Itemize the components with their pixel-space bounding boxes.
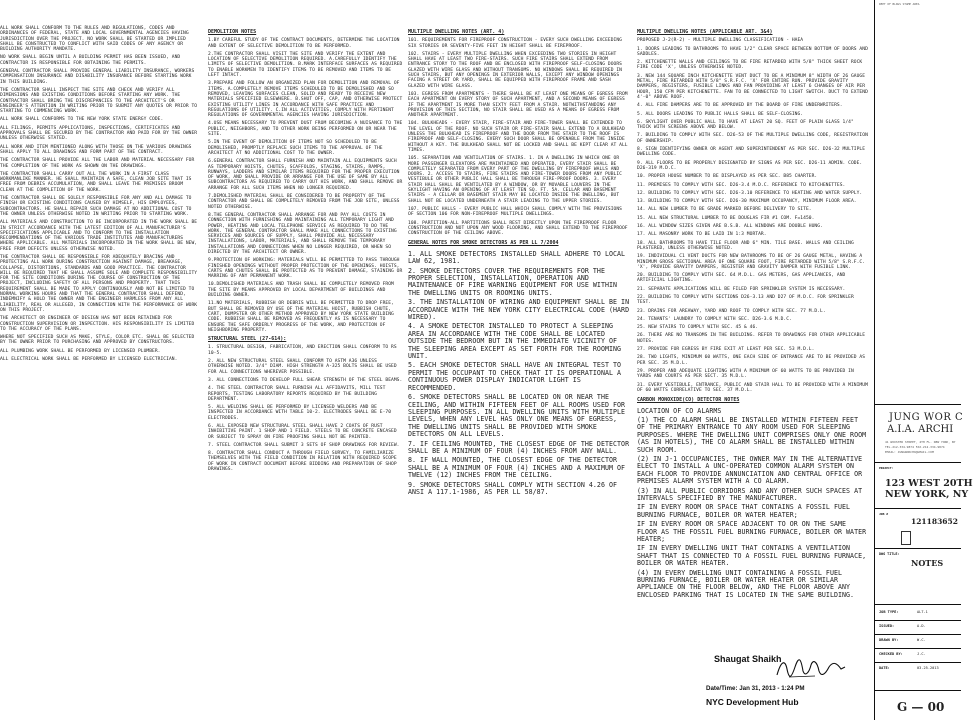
divider xyxy=(875,634,961,635)
note-paragraph: 2. KITCHENETTE WALLS AND CEILINGS TO BE FIRE RETARDED WITH 5/8" THICK SHEET ROCK FIRE CODE 'X', UNLESS OTHERWISE NOTED. xyxy=(637,60,863,71)
note-paragraph: 3. ALL CONNECTIONS TO DEVELOP FULL SHEAR STRENGTH OF THE STEEL BEAMS. xyxy=(208,377,403,383)
note-paragraph: 3.PREPARE AND FOLLOW AN ORGANIZED PLAN FOR DEMOLITION AND REMOVAL OF ITEMS. A.COMPLETELY REMOVE ITEMS SCHEDULED TO BE DEMOLISHED AND SO REMOVED, LEAVING SURFACES CLEAN, SOLID AND READY TO RECEIVE NEW MATERIALS SPECIFIED ELSEWHERE. B.SHUT OFF, CAP, AND OTHERWISE PROTECT EXISTING UTILITY LINES IN ACCORDANCE WITH SAFE PRACTICE AND REGULATIONS OF UTILITY. C.IN ALL ACTIVITIES, COMPLY WITH PERTINENT REGULATIONS OF GOVERNMENTAL AGENCIES HAVING JURISDICTION. xyxy=(208,81,403,119)
note-paragraph: THE CONTRACTOR SHALL PROVIDE ALL THE LABOR AND MATERIAL NECESSARY FOR THE COMPLETION OF THE WORK AS SHOWN ON THE DRAWINGS. xyxy=(0,158,195,169)
divider xyxy=(875,462,961,463)
note-paragraph: ALL WORK SHALL CONFORMS TO THE NEW YORK STATE ENERGY CODE. xyxy=(0,117,164,123)
note-section xyxy=(637,30,869,393)
note-paragraph: 10.DEMOLISHED MATERIALS AND TRASH SHALL BE COMPLETELY REMOVED FROM THE SITE BY MEANS APPROVED BY LOCAL DEPARTMENT OF BUILDINGS AND BUILDING OWNER. xyxy=(208,282,394,299)
note-paragraph: (3) IN ALL PUBLIC CORRIDORS AND ANY OTHER SUCH SPACES AT INTERVALS SPECIFIED BY THE MANUFACTURER. xyxy=(637,486,863,503)
note-paragraph: 101. REQUIREMENTS FOR FIREPROOF CONSTRUCTION - EVERY SUCH DWELLING EXCEEDING SIX STORIES OR SEVENTY-FIVE FEET IN HEIGHT SHALL BE FIREPROOF. xyxy=(408,38,622,49)
note-section xyxy=(208,30,404,333)
note-paragraph: 11. PREMISES TO COMPLY WITH SEC. D26-3.4 M.D.C. REFERENCE TO KITCHENETTES. xyxy=(637,182,846,188)
note-paragraph: 12. BUILDING TO COMPLY WITH SEC. D26-3.10 REFERENCE TO HEATING AND WATER SUPPLY. xyxy=(637,190,863,196)
note-paragraph: 6. SMOKE DETECTORS SHALL BE LOCATED ON OR NEAR THE CEILING, AND WITHIN FIFTEEN FEET OF ALL ROOMS USED FOR SLEEPING PURPOSES. IN ALL DWELLING UNITS WITH MULTIPLE LEVELS, WHEN ANY LEVEL HAS ONLY ONE MEANS OF EGRESS, THE DWELLING UNITS SHALL BE PROVIDED WITH SMOKE DETECTORS ON ALL LEVELS. xyxy=(408,393,626,439)
divider xyxy=(875,508,961,509)
note-paragraph: THE CONTRACTOR SHALL CARRY OUT ALL THE WORK IN A FIRST CLASS WORKMANLIKE MANNER. HE SHALL MAINTAIN A SAFE, CLEAN JOB SITE THAT IS FREE FROM DEBRIS ACCUMULATION, AND SHALL LEAVE THE PREMISES BROOM CLEAN AT THE COMPLETION OF THE WORK. xyxy=(0,171,192,193)
divider xyxy=(875,548,961,549)
note-paragraph: 29. PROPER AND ADEQUATE LIGHTING WITH A MINIMUM OF 60 WATTS TO BE PROVIDED IN YARDS AND COURTS AS PER SECT. 35 M.D.L. xyxy=(637,368,854,380)
title-block-row-value: 03.25.2013 xyxy=(917,666,939,670)
title-block-row-value: J.C. xyxy=(917,652,926,656)
note-section xyxy=(408,30,630,236)
note-paragraph: 17. ALL MASONRY WORK TO BE LAID IN 1:3 MORTAR. xyxy=(637,232,767,238)
note-paragraph: ALL FILINGS, PERMITS APPLICATIONS, INSPECTIONS, CERTIFICATES AND APPROVALS SHALL BE SECURED BY THE CONTRACTOR AND PAID FOR BY THE OWNER UNLESS OTHERWISE STATED. xyxy=(0,125,198,142)
note-section xyxy=(637,397,869,599)
title-block xyxy=(874,0,973,720)
note-paragraph: LOCATION OF CO ALARMS xyxy=(637,406,722,415)
divider xyxy=(875,604,961,605)
handwritten-signature xyxy=(775,655,847,683)
note-paragraph: 26. THERE ARE NO TRANSOMS IN THE BUILDING. REFER TO DRAWINGS FOR OTHER APPLICABLE NOTES. xyxy=(637,333,866,344)
note-paragraph: 28. TWO LIGHTS, MINIMUM 60 WATTS, ONE EACH SIDE OF ENTRANCE ARE TO BE PROVIDED AS PER SEC. 35 M.D.L. xyxy=(637,355,866,366)
drawing-title: NOTES xyxy=(911,558,944,568)
note-paragraph: 4. ALL FIRE DAMPERS ARE TO BE APPROVED BY THE BOARD OF FIRE UNDERWRITERS. xyxy=(637,103,843,109)
note-paragraph: THE CONTRACTOR SHALL BE RESPONSIBLE FOR ADEQUATELY BRACING AND PROTECTING ALL WORK DURING CONSTRUCTION AGAINST DAMAGE, BREAKAGE, COLLAPSE, DISTORTIONS, STANDARDS AND GOOD PRACTICE. THE CONTRACTOR WILL BE REQUIRED THAT HE SHALL ASSUME SOLE AND COMPLETE RESPONSIBILITY FOR THE SITE CONDITIONS DURING THE COURSE OF CONSTRUCTION OF THE PROJECT, INCLUDING SAFETY OF ALL PERSONS AND PROPERTY. THAT THIS REQUIREMENT SHALL BE MADE TO APPLY CONTINUOUSLY AND NOT BE LIMITED TO NORMAL WORKING HOURS AND THAT THE GENERAL CONTRACTOR SHALL DEFEND, INDEMNIFY & HOLD THE OWNER AND THE ENGINEER HARMLESS FROM ANY ALL LIABILITY, REAL OR ALLEGED, IN CONNECTION WITH THE PERFORMANCE OF WORK ON THIS PROJECT. xyxy=(0,254,198,313)
note-paragraph: 8. IF WALL MOUNTED, THE CLOSEST EDGE OF THE DETECTOR SHALL BE A MINIMUM OF FOUR (4) INCHES AND A MAXIMUM OF TWELVE (12) INCHES FROM THE CEILING. xyxy=(408,456,626,480)
note-paragraph: 105. SEPARATION AND VENTILATION OF STAIRS. 1. IN A DWELLING IN WHICH ONE OR MORE PASSENGER ELEVATORS ARE MAINTAINED AND OPERATED, EVERY STAIR SHALL BE COMPLETELY SEPARATED FROM EVERY PART OF THE DWELLING BY FIREPROOF WALLS AND DOORS. 2. ACCESS TO STAIRS, FIRE STAIRS AND FIRE-TOWER DOORS FROM ANY PUBLIC VESTIBULE OR OTHER PUBLIC HALL SHALL BE THROUGH FIRE-PROOF DOORS. 3. EVERY STAIR HALL SHALL BE VENTILATED BY A WINDOW, OR BY MOVABLE LOUVERS IN THE SKYLIGHT HAVING AN OPENING OF AT LEAST TEN SQ. FT. 5A. CELLAR AND BASEMENT STAIRS - A CELLAR OR BASEMENT STAIR MAY BE LOCATED INSIDE THE DWELLING, BUT SHALL NOT BE LOCATED UNDERNEATH A STAIR LEADING TO THE UPPER STORIES. xyxy=(408,156,622,204)
sheet-number: G — 00 xyxy=(897,700,945,714)
project-label: PROJECT: xyxy=(879,466,894,470)
note-paragraph: 25. NEW STAIRS TO COMPLY WITH SEC. 45 & 46. xyxy=(637,325,759,331)
classification-notes-column xyxy=(637,26,869,716)
note-paragraph: IF IN EVERY DWELLING UNIT THAT CONTAINS A VENTILATION SHAFT THAT IS CONNECTED TO A FOSSIL FUEL BURNING FURNACE, BOILER OR WATER HEATER. xyxy=(637,544,867,568)
note-paragraph: 10. PROPER HOUSE NUMBER TO BE DISPLAYED AS PER SEC. B85 CHARTER. xyxy=(637,174,818,180)
note-section xyxy=(408,240,630,496)
note-paragraph: 6. ALL EXPOSED NEW STRUCTURAL STEEL SHALL HAVE 2 COATS OF RUST INHIBITIVE PAINT. 1 SHOP AND 1 FIELD. STEELS TO BE CONCRETE ENCASED OR SUBJECT TO SPRAY ON FIRE PROOFING SHALL NOT BE PAINTED. xyxy=(208,424,397,440)
note-paragraph: 2.THE CONTRACTOR SHALL VISIT THE SITE AND VERIFY THE EXTENT AND LOCATION OF SELECTIVE DEMOLITION REQUIRED. A.CAREFULLY IDENTIFY THE LIMITS OF SELECTIVE DEMOLITION. B.MARK INTERFACE SURFACES AS REQUIRED TO ENABLE WORKMEN TO IDENTIFY ITEMS TO BE REMOVED AND ITEMS TO BE LEFT INTACT. xyxy=(208,51,403,79)
note-paragraph: 8. CONTRACTOR SHALL CONDUCT A THROUGH FIELD SURVEY, TO FAMILIARIZE THEMSELVES WITH THE FIELD CONDITION IN RELATION WITH REQUIRED SCOPE OF WORK IN CONTRACT DOCUMENT BEFORE BIDDING AND PREPARATION OF SHOP DRAWINGS. xyxy=(208,451,397,473)
note-paragraph: (4) IN EVERY DWELLING UNIT CONTAINING A FOSSIL FUEL BURNING FURNACE, BOILER OR WATER HEATER OR SIMILAR APPLIANCE ON THE FLOOR BELOW, AND THE FLOOR ABOVE ANY ENCLOSED PARKING THAT IS LOCATED IN THE SAME BUILDING. xyxy=(637,568,855,599)
note-paragraph: 9. ALL FLOORS TO BE PROPERLY DESIGNATED BY SIGNS AS PER SEC. D26-11 ADMIN. CODE. D26-319 M.D.C. xyxy=(637,160,863,171)
note-paragraph: 5. ALL WELDING SHALL BE PERFORMED BY LICENSED WELDERS AND BE INSPECTED IN ACCORDANCE WITH TABLE 10-2. ELECTRODES SHALL BE E-70 ELECTRODES. xyxy=(208,405,392,421)
section-heading: GENERAL NOTES FOR SMOKE DETECTORS AS PER LL 7/2004 xyxy=(408,240,559,247)
stamp-name: Shaugat Shaikh xyxy=(714,654,782,664)
divider xyxy=(875,690,961,691)
divider xyxy=(875,662,961,663)
title-block-row-label: CHECKED BY: xyxy=(879,652,903,656)
note-paragraph: 2. ALL NEW STRUCTURAL STEEL SHALL CONFORM TO ASTM A36 UNLESS OTHERWISE NOTED. 3/4" DIAM. HIGH STRENGTH A-325 BOLTS SHALL BE USED FOR ALL CONNECTIONS WHEREVER POSSIBLE. xyxy=(208,359,397,375)
note-paragraph: 31. EVERY VESTIBULE, ENTRANCE, PUBLIC AND STAIR HALL TO BE PROVIDED WITH A MINIMUM OF 60 WATTS CORRELATIVE TO SEC. 37 M.D.L. xyxy=(637,382,868,393)
note-paragraph: 4.USE MEANS NECESSARY TO PREVENT DUST FROM BECOMING A NUISANCE TO THE PUBLIC, NEIGHBORS, AND TO OTHER WORK BEING PERFORMED ON OR NEAR THE SITE. xyxy=(208,121,403,138)
note-paragraph: IF IN EVERY ROOM OR SPACE THAT CONTAINS A FOSSIL FUEL BURNING FURNACE, BOILER OR WATER HEATER; xyxy=(637,503,851,519)
title-block-row-value: A.D. xyxy=(917,624,926,628)
title-block-row-label: ISSUED: xyxy=(879,624,895,628)
divider xyxy=(875,648,961,649)
note-paragraph: 21. SEPARATE APPLICATIONS WILL BE FILED FOR SPRINKLER SYSTEM IS NECESSARY. xyxy=(637,286,846,292)
note-paragraph: 5. EACH SMOKE DETECTOR SHALL HAVE AN INTEGRAL TEST TO PERMIT THE OCCUPANT TO CHECK THAT IT IS OPERATIONAL A CONTINUOUS POWER DISPLAY INDICATOR LIGHT IS RECOMMENDED. xyxy=(408,361,622,392)
note-paragraph: 103. EGRESS FROM APARTMENTS - THERE SHALL BE AT LEAST ONE MEANS OF EGRESS FROM EACH APARTMENT ON EVERY STORY OF SUCH APARTMENT, AND A SECOND MEANS OF EGRESS IF THE APARTMENT IS MORE THAN SIXTY FEET FROM A STAIR. NOTWITHSTANDING ANY PROVISION OF THIS SECTION, NO STAIR SHALL BE USED AS A MEANS OF EGRESS FROM ANOTHER APARTMENT. xyxy=(408,91,628,119)
note-paragraph: 102. STAIRS - EVERY MULTIPLE DWELLING WHEN EXCEEDING TWO STORIES IN HEIGHT SHALL HAVE AT LEAST TWO FIRE-STAIRS. SUCH FIRE STAIRS SHALL EXTEND FROM ENTRANCE STORY TO THE ROOF AND BE ENCLOSED WITH FIREPROOF SELF-CLOSING DOORS GLAZED WITH WIRE GLASS AND WITHOUT TRANSOMS. NO WINDOWS SHALL BE REQUIRED IN SUCH STAIRS, BUT ANY OPENINGS IN EXTERIOR WALLS, EXCEPT ANY WINDOW OPENINGS FACING A STREET OR YARD, SHALL BE EQUIPPED WITH FIREPROOF FRAME AND SASH GLAZED WITH WIRE GLASS. xyxy=(408,51,622,89)
section-heading: MULTIPLE DWELLING NOTES (ART. 4) xyxy=(408,29,505,35)
general-notes-column xyxy=(0,26,198,716)
note-paragraph: 8. SIGN IDENTIFYING OWNER OR AGENT AND SUPERINTENDENT AS PER SEC. D26-32 MULTIPLE DWELLING CODE. xyxy=(637,147,866,158)
note-paragraph: 108. PARTITION-ALL PARTITIONS SHALL REST DIRECTLY UPON THE FIREPROOF FLOOR CONSTRUCTION AND NOT UPON ANY WOOD FLOORING, AND SHALL EXTEND TO THE FIREPROOF CONSTRUCTION OF THE CEILING ABOVE. xyxy=(408,220,628,237)
note-paragraph: ALL WORK AND ITEM MENTIONED ALONG WITH THOSE ON THE VARIOUS DRAWINGS SHALL APPLY TO ALL DRAWINGS AND FORM PART OF THE CONTRACT. xyxy=(0,144,192,155)
note-paragraph: (2) IN J-1 OCCUPANCIES, THE OWNER MAY IN THE ALTERNATIVE ELECT TO INSTALL A UNC-OPERATED COMMON ALARM SYSTEM ON EACH FLOOR TO PROVIDE ANNUNCIATION AND CENTRAL OFFICE OR PREMISES ALARM SYSTEM WITH A CO ALARM. xyxy=(637,454,863,486)
note-paragraph: 8.THE GENERAL CONTRACTOR SHALL ARRANGE FOR AND PAY ALL COSTS IN CONNECTION WITH FURNISHING AND MAINTAINING ALL TEMPORARY LIGHT AND POWER, HEATING AND LOCAL TELEPHONE SERVICE AS REQUIRED TO DO THE WORK. THE GENERAL CONTRACTOR SHALL MAKE ALL CONNECTIONS TO EXISTING SERVICES AND SOURCES OF SUPPLY, SHALL PROVIDE ALL NECESSARY INSTALLATIONS, LABOR, MATERIALS, AND SHALL REMOVE THE TEMPORARY INSTALLATIONS AND CONNECTIONS WHEN NO LONGER REQUIRED, OR WHEN SO DIRECTED BY THE ARCHITECT OR OWNER. xyxy=(208,212,397,255)
note-paragraph: THE ARCHITECT OR ENGINEER OF DESIGN HAS NOT BEEN RETAINED FOR CONSTRUCTION SUPERVISION OR INSPECTION. HIS RESPONSIBILITY IS LIMITED TO THE ACCURACY OF THE PLANS. xyxy=(0,316,195,332)
note-paragraph: 9. SMOKE DETECTORS SHALL COMPLY WITH SECTION 4.26 OF ANSI A 117.1-1986, AS PER LL 58/87. xyxy=(408,480,618,496)
project-address xyxy=(885,478,973,500)
note-paragraph: 4. A SMOKE DETECTOR INSTALLED TO PROTECT A SLEEPING AREA IN ACCORDANCE WITH THE CODE SHALL BE LOCATED OUTSIDE THE BEDROOM BUT IN THE IMMEDIATE VICINITY OF THE SLEEPING AREA EXCEPT AS SET FORTH FOR THE ROOMING UNIT. xyxy=(408,322,622,361)
note-paragraph: 11.NO MATERIALS, RUBBISH OR DEBRIS WILL BE PERMITTED TO DROP FREE, BUT SHALL BE REMOVED BY USE OF THE MATERIAL HOIST, RUBBISH CHUTE, CART, DUMPSTER OR OTHER METHOD APPROVED BY NEW YORK STATE BUILDING CODE. RUBBISH SHALL BE REMOVED AS FREQUENTLY AS IS NECESSARY TO ENSURE THE SAFE ORDERLY PROGRESS OF THE WORK, AND PROTECTION OF NEIGHBORING PROPERTY. xyxy=(208,301,394,333)
note-paragraph: 1.BY CAREFUL STUDY OF THE CONTRACT DOCUMENTS, DETERMINE THE LOCATION AND EXTENT OF SELECTIVE DEMOLITION TO BE PERFORMED. xyxy=(208,38,400,49)
note-paragraph: 7. BUILDING TO COMPLY WITH SEC. D26-53 OF THE MULTIPLE DWELLING CODE, REGISTRATION OF OWNERSHIP. xyxy=(637,133,868,144)
section-heading: STRUCTURAL STEEL (27-614): xyxy=(208,336,287,343)
title-block-header: DEPT OF BLDGS STAMP AREA xyxy=(879,2,920,6)
note-paragraph: 5. ALL DOORS LEADING TO PUBLIC HALLS SHALL BE SELF-CLOSING. xyxy=(637,111,804,117)
job-label: JOB # xyxy=(879,512,889,516)
note-paragraph: ALL WORK SHALL CONFORM TO THE RULES AND REGULATIONS, CODES AND ORDINANCES OF FEDERAL, STATE AND LOCAL GOVERNMENTAL AGENCIES HAVING JURISDICTION OVER THE PROJECT. NO WORK SHALL BE STARTED OR IMPLIED SHALL BE CONSTRUCTED TO CONFLICT WITH SAID CODES OF ANY AGENCY OR BUILDING AUTHORITY MANDATE. xyxy=(0,26,189,53)
note-paragraph: 16. ALL WINDOW SIZES GIVEN ARE B.S.B. ALL WINDOWS ARE DOUBLE HUNG. xyxy=(637,224,823,230)
note-paragraph: 1. STRUCTURAL DESIGN, FABRICATION, AND ERECTION SHALL CONFORM TO RS 10-5. xyxy=(208,345,397,356)
note-paragraph: 20. BUILDING TO COMPLY WITH SEC. 64 M.D.L. GAS METERS, GAS APPLIANCES, AND ARTIFICIAL LIGHTING. xyxy=(637,273,846,284)
section-heading: CARBON MONOXIDE(CO) DETECTOR NOTES xyxy=(637,397,740,404)
divider xyxy=(875,404,961,405)
note-paragraph: (1) THE CO ALARM SHALL BE INSTALLED WITHIN FIFTEEN FEET OF THE PRIMARY ENTRANCE TO ANY ROOM USED FOR SLEEPING PURPOSES. WHERE THE DWELLING UNIT COMPRISES ONLY ONE ROOM (AS IN HOTELS), THE CO ALARM SHALL BE INSTALLED WITHIN SUCH ROOM. xyxy=(637,415,867,454)
note-paragraph: 6. SKYLIGHT OVER PUBLIC HALL TO HAVE AT LEAST 20 SQ. FEET OF PLAIN GLASS 1/4" THICK WITH SCREENS ABOVE AND BELOW. xyxy=(637,119,854,131)
note-paragraph: 3. THE INSTALLATION OF WIRING AND EQUIPMENT SHALL BE IN ACCORDANCE WITH THE NEW YORK CITY ELECTRICAL CODE (HARD WIRED). xyxy=(408,298,630,322)
note-paragraph: ALL ELECTRICAL WORK SHALL BE PERFORMED BY LICENSED ELECTRICIAN. xyxy=(0,357,178,363)
note-paragraph: 5.IN THE EVENT OF DEMOLITION OF ITEMS NOT SO SCHEDULED TO BE DEMOLISHED, PROMPTLY REPLACE SUCH ITEMS TO THE APPROVAL OF THE ARCHITECT AT NO ADDITIONAL COST TO THE OWNER. xyxy=(208,140,383,156)
title-block-row-value: ALT-1 xyxy=(917,610,928,614)
stamp-office: NYC Development Hub xyxy=(706,697,799,707)
note-paragraph: 2. SMOKE DETECTORS COVER THE REQUIREMENTS FOR THE PROPER SELECTION, INSTALLATION, OPERATION AND MAINTENANCE OF FIRE WARNING EQUIPMENT FOR USE WITHIN THE DWELLING UNITS OR ROOMING UNITS. xyxy=(408,266,618,297)
note-paragraph: 15. ALL NEW STRUCTURAL LUMBER TO BE DOUGLAS FIR #1 COM. F=1450. xyxy=(637,215,815,221)
note-paragraph: 18. ALL BATHROOMS TO HAVE TILE FLOOR AND 6" MIN. TILE BASE. WALLS AND CEILING PLASTERED, UNLESS OTHERWISE NOTED. xyxy=(637,240,854,251)
section-heading: MULTIPLE DWELLING NOTES (APPLICABLE ART. 3&4) xyxy=(637,29,773,35)
note-paragraph: PROPOSED J-2(R-2) - MULTIPLE DWELLING CLASSIFICATION - HAEA xyxy=(637,38,804,44)
multiple-dwelling-notes-column xyxy=(408,26,630,716)
title-block-row-label: JOB TYPE: xyxy=(879,610,899,614)
note-paragraph: 1. DOORS LEADING TO BATHROOMS TO HAVE 1/2" CLEAR SPACE BETWEEN BOTTOM OF DOORS AND SADDLES. xyxy=(637,46,868,57)
checkbox-frame xyxy=(901,531,911,545)
note-paragraph: 7. IF CEILING MOUNTED, THE CLOSEST EDGE OF THE DETECTOR SHALL BE A MINIMUM OF FOUR (4) INCHES FROM ANY WALL. xyxy=(408,439,630,455)
note-paragraph: 19. INDIVIDUAL C1 VENT DUCTS FOR NEW BATHROOMS TO BE OF 26 GAUGE METAL, HAVING A MINIMUM GROSS SECTIONAL AREA OF ONE SQUARE FOOT, FIRE RETARDED WITH 5/8" S.R.F.C. 'X', PROVIDE GRAVITY DAMPERS, REGISTER AND GRAVITY DAMPER WITH FUSIBLE LINK. xyxy=(637,254,866,270)
divider xyxy=(875,620,961,621)
firm-phone: TEL.212-334-9874 FAX.212-334-9874 xyxy=(885,445,945,449)
note-paragraph: 9.PROTECTION OF WORKING: MATERIALS WILL BE PERMITTED TO PASS THROUGH FINISHED OPENINGS WITHOUT PROPER PROTECTION OF THE OPENINGS. HOISTS, CARTS AND CHUTES SHALL BE PROTECTED AS TO PREVENT DAMAGE, STAINING OR MARRING OF ANY PERMANENT WORK. xyxy=(208,258,403,280)
project-address-line2: NEW YORK, NY xyxy=(885,489,969,500)
job-number: 121183652 xyxy=(911,517,958,526)
stamp-datetime: Date/Time: Jan 31, 2013 - 1:24 PM xyxy=(706,685,805,692)
drawing-title-label: DWG TITLE: xyxy=(879,552,900,556)
note-paragraph: 27. PROVIDE FOR EGRESS BY FIRE EXIT AT LEAST PER SEC. 53 M.D.L. xyxy=(637,347,815,353)
firm-name: JUNG WOR C xyxy=(889,412,964,423)
note-paragraph: 14. ALL NEW LUMBER TO BE GRADE MARKED BEFORE DELIVERY TO SITE. xyxy=(637,207,812,213)
note-paragraph: GENERAL CONTRACTOR SHALL PROVIDE GENERAL LIABILITY INSURANCE, WORKERS COMPENSATION INSURANCE AND DISABILITY INSURANCE BEFORE STARTING WORK IN THIS BUILDING. xyxy=(0,69,195,85)
note-paragraph: ALL MATERIALS AND CONSTRUCTION TO BE INCORPORATED IN THE WORK SHALL BE IN STRICT ACCORDANCE WITH THE LATEST EDITION OF ALL MANUFACTURER'S SPECIFICATIONS APPLICABLE AND TO CONFORM TO THE INSTALLATION RECOMMENDATIONS OF THE VARIOUS TRADE INSTITUTES AND MANUFACTURERS WHERE APPLICABLE. ALL MATERIALS INCORPORATED IN THE WORK SHALL BE NEW, FREE FROM DEFECTS UNLESS OTHERWISE NOTED. xyxy=(0,220,198,252)
note-paragraph: 104. BULKHEADS - EVERY STAIR, FIRE-STAIR AND FIRE-TOWER SHALL BE EXTENDED TO THE LEVEL OF THE ROOF. NO SUCH STAIR OR FIRE-STAIR SHALL EXTEND TO A BULKHEAD UNLESS THE BULKHEAD IS FIREPROOF AND THE DOOR FROM THE STAIR TO THE ROOF IS FIREPROOF AND SELF-CLOSING. EVERY SUCH DOOR SHALL BE OPENABLE FROM THE INSIDE WITHOUT A KEY. THE BULKHEAD SHALL NOT BE LOCKED AND SHALL BE KEPT CLEAR AT ALL TIMES. xyxy=(408,121,628,153)
note-paragraph: 7.DEMOLISHED MATERIAL SHALL BE CONSIDERED TO BE PROPERTY OF THE CONTRACTOR AND SHALL BE COMPLETELY REMOVED FROM THE JOB SITE, UNLESS NOTED OTHERWISE. xyxy=(208,194,400,210)
note-paragraph: THE CONTRACTOR SHALL BE SOLELY RESPONSIBLE FOR ANY AND ALL DAMAGE TO FINISH OR EXISTING CONDITIONS CAUSED BY HIMSELF, HIS EMPLOYEES, SUBCONTRACTORS. HE SHALL REPAIR SUCH DAMAGE AT NO ADDITIONAL COST TO THE OWNER UNLESS OTHERWISE NOTED IN WRITING PRIOR TO STARTING WORK. xyxy=(0,196,192,217)
note-paragraph: 107. PUBLIC HALLS - EVERY PUBLIC HALL WHICH SHALL COMPLY WITH THE PROVISIONS OF SECTION 106 FOR NON-FIREPROOF MULTIPLE DWELLINGS. xyxy=(408,206,622,218)
note-paragraph: 13. BUILDING TO COMPLY WITH SEC. D26-30 MAXIMUM OCCUPANCY, MINIMUM FLOOR AREA. xyxy=(637,199,857,205)
note-paragraph: 1. ALL SMOKE DETECTORS INSTALLED SHALL ADHERE TO LOCAL LAW 62, 1981. xyxy=(408,249,626,266)
firm-title: A.I.A. ARCHI xyxy=(887,424,954,435)
note-paragraph: IF IN EVERY ROOM OR SPACE ADJACENT TO OR ON THE SAME FLOOR AS THE FOSSIL FUEL BURNING FURNACE, BOILER OR WATER HEATER; xyxy=(637,520,867,544)
section-heading: DEMOLITION NOTES xyxy=(208,29,257,35)
note-paragraph: 24. TENANTS' LAUNDRY TO COMPLY WITH SEC. D26-3.6 M.D.C. xyxy=(637,316,792,322)
title-block-row-value: W.C. xyxy=(917,638,926,642)
note-paragraph: ALL PLUMBING WORK SHALL BE PERFORMED BY LICENSED PLUMBER. xyxy=(0,348,161,354)
note-paragraph: 3. NEW 144 SQUARE INCH KITCHENETTE VENT DUCT TO BE A MINIMUM 8" WIDTH OF 26 GAUGE METAL, FIRE RETARDED WITH 5/8" S.R.F.C. 'X' FOR ENTIRE RUN. PROVIDE GRAVITY DAMPERS, REGISTERS, FUSIBLE LINKS AND FAN PROVIDING AT LEAST 6 CHANGES OF AIR PER HOUR, 150 CFM PER KITCHENETTE. FAN TO BE CONNECTED TO LIGHT SWITCH. DUCT TO EXTEND 4'-0" ABOVE ROOF. xyxy=(637,73,868,100)
firm-address: 41 WOOSTER STREET, 4TH FL. NEW YORK, NY xyxy=(885,440,956,444)
note-paragraph: 22. BUILDING TO COMPLY WITH SECTIONS D26-3.13 AND D27 OF M.D.C. FOR SPRINKLER TEST. xyxy=(637,294,854,306)
note-paragraph: THE CONTRACTOR SHALL INSPECT THE SITE AND CHECK AND VERIFY ALL DIMENSIONS AND EXISTING CONDITIONS BEFORE STARTING ANY WORK. THE CONTRACTOR SHALL BRING THE DISCREPANCIES TO THE ARCHITECT'S OR ENGINEER'S ATTENTION IN WRITING PRIOR TO SUBMIT ANY QUOTES OR PRIOR TO STARTING TO COMMENCING WORK. xyxy=(0,87,198,115)
note-section xyxy=(208,337,404,472)
note-paragraph: WHERE NOT SPECIFIED SUCH AS MAKE, STYLE, COLOR ETC. SHALL BE SELECTED BY THE OWNER PRIOR TO PURCHASING AND APPROVED BY CONSTRUCTORS. xyxy=(0,335,195,346)
firm-email: EMAIL: JUNGWORCHO@GMAIL.COM xyxy=(885,450,934,454)
note-paragraph: 23. DRAINS FOR AREAWAY, YARD AND ROOF TO COMPLY WITH SEC. 77 M.D.L. xyxy=(637,308,826,314)
demolition-notes-column xyxy=(208,26,404,716)
note-paragraph: 7. STEEL CONTRACTOR SHALL SUBMIT 3 SETS OF SHOP DRAWINGS FOR REVIEW. xyxy=(208,442,400,448)
title-block-row-label: DATE: xyxy=(879,666,890,670)
note-paragraph: NO WORK SHALL BEGIN UNTIL A BUILDING PERMIT HAS BEEN ISSUED, AND CONTRACTOR IS RESPONSIBLE FOR OBTAINING THE PERMITS. xyxy=(0,55,181,66)
note-paragraph: 4. THE STEEL CONTRACTOR SHALL FURNISH ALL AFFIDAVITS, MILL TEST REPORTS, TESTING LABORATORY REPORTS REQUIRED BY THE BUILDING DEPARTMENT. xyxy=(208,386,386,402)
title-block-row-label: DRAWN BY: xyxy=(879,638,899,642)
note-paragraph: 6.GENERAL CONTRACTOR SHALL FURNISH AND MAINTAIN ALL EQUIPMENTS SUCH AS TEMPORARY HOISTS, CHUTES, SCAFFOLDS, STAGING, STAIRS, RAMPS, RUNWAYS, LADDERS AND SIMILAR ITEMS REQUIRED FOR THE PROPER EXECUTION OF WORK, AND SHALL PROVIDE OR ARRANGE FOR THE USE OF SAME BY ALL SUBCONTRACTORS AS REQUIRED TO CARRY OUT HIS WORK, AND SHALL REMOVE OR ARRANGE FOR ALL SUCH ITEMS WHEN NO LONGER REQUIRED. xyxy=(208,159,403,191)
project-address-line1: 123 WEST 20TH xyxy=(885,478,973,489)
